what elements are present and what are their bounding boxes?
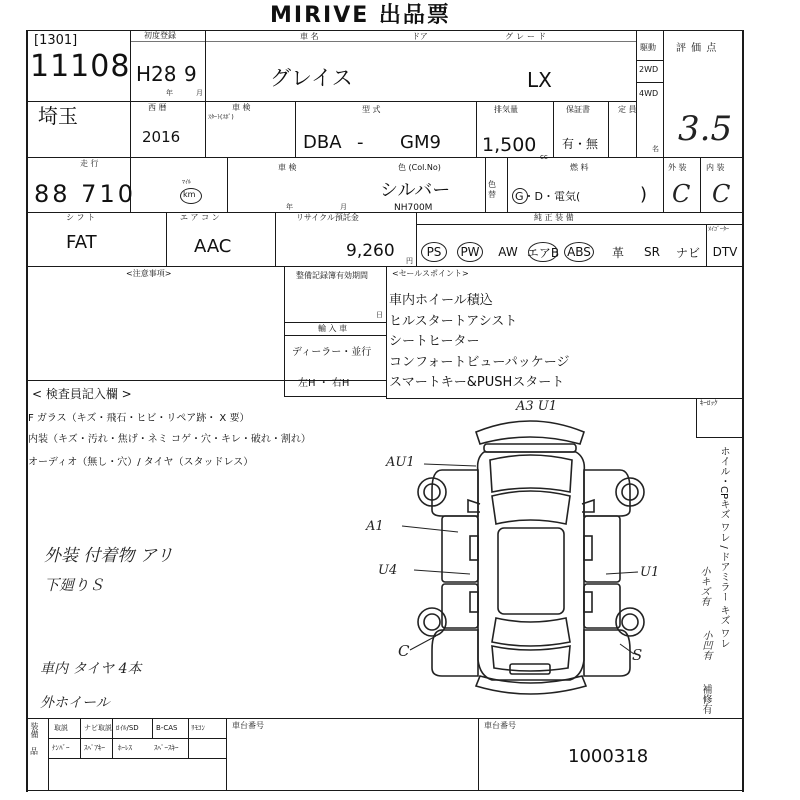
key-lock-label: ｷｰﾛｯｸ (700, 399, 718, 407)
lot-number: 11108 (30, 49, 131, 84)
accessory-navi-manual: ナビ取説 (84, 724, 112, 732)
shift-value: FAT (66, 232, 97, 253)
western-year: 2016 (142, 128, 181, 146)
handwritten-note-3: 車内 タイヤ 4本 (40, 661, 142, 677)
import-label: 輸 入 車 (318, 324, 348, 333)
model-code: GM9 (400, 132, 441, 153)
inspector-label: < 検査員記入欄 > (32, 387, 132, 401)
accessory-space-key: ｽﾍﾟｰｽｷｰ (154, 744, 179, 752)
exterior-label: 外 装 (668, 163, 687, 172)
mark-front: A3 U1 (516, 399, 558, 414)
equipment-sr (638, 240, 666, 264)
equipment-abs-circle (564, 242, 594, 262)
equipment-pw (456, 240, 484, 264)
drive-label: 駆動 (640, 43, 656, 52)
western-label: 西 暦 (148, 103, 167, 112)
frame-label-right: 車台番号 (484, 721, 516, 730)
inspection-label: 車 検 (232, 103, 251, 112)
sheet-title: MIRIVE 出品票 (270, 3, 451, 28)
frame-label-left: 車台番号 (232, 721, 264, 730)
equipment-ps (420, 240, 448, 264)
registration-month-unit: 月 (196, 89, 203, 97)
handwritten-note-2: 下廻りＳ (44, 576, 105, 594)
warranty-value: 有・無 (562, 137, 599, 151)
displacement-value: 1,500 (482, 134, 537, 156)
equipment-navi-label: ナビ (675, 245, 700, 260)
mark-left-rear: U4 (378, 563, 398, 578)
equipment-pw-label: PW (460, 245, 480, 259)
mileage-label: 走 行 (80, 159, 99, 168)
capacity-label: 定 員 (618, 105, 637, 114)
accessories-label-b: 品 (30, 747, 38, 756)
selling-point-1: 車内ホイール積込 (389, 293, 493, 308)
equipment-leather (604, 240, 632, 264)
handwritten-note-1: 外装 付着物 アリ (44, 546, 174, 566)
mark-right-bottom: S (632, 646, 643, 664)
record-unit: 日 (376, 311, 383, 319)
accessory-horeless: ﾎｰﾚｽ (118, 744, 132, 752)
mark-right-door: U1 (640, 565, 660, 580)
registration-label: 初度登録 (144, 31, 176, 40)
displacement-unit: cc (540, 153, 548, 161)
accessories-label-a: 装備 (30, 722, 39, 738)
capacity-unit: 名 (652, 145, 659, 153)
mark-left-bottom: C (398, 642, 410, 660)
handwritten-note-4: 外ホイール (40, 695, 110, 711)
side-note-repair: 補修有 (700, 684, 711, 714)
drive-4wd: 4WD (639, 89, 659, 98)
registration-year-unit: 年 (166, 89, 173, 97)
fuel-value: G・D・電気( (515, 190, 581, 203)
record-label: 整備記録簿有効期間 (296, 271, 368, 280)
equipment-abs (562, 240, 596, 264)
color-code: NH700M (394, 203, 433, 213)
side-note-vertical: ホイル・CPキズ ワレ / ドアミラー キズ ワレ (718, 446, 729, 649)
model-prefix: DBA (303, 132, 342, 153)
car-name: グレイス (270, 66, 353, 90)
region: 埼玉 (38, 104, 78, 128)
equipment-airbag (526, 240, 560, 264)
color-change: 色替 (488, 180, 496, 199)
mileage-unit: km (183, 190, 196, 199)
equipment-airbag-circle (528, 242, 558, 262)
displacement-label: 排気量 (494, 105, 518, 114)
selling-point-2: ヒルスタートアシスト (389, 314, 518, 329)
selling-point-4: コンフォートビューパッケージ (389, 355, 570, 370)
shift-label: シ フ ト (66, 213, 96, 222)
equipment-label: 純 正 装 備 (534, 213, 574, 222)
mark-left-front: AU1 (386, 455, 415, 470)
equipment-ps-circle (421, 242, 447, 262)
equipment-dtv-label: ﾇｲｺﾞｰﾀｰ (708, 226, 730, 233)
fuel-close: ) (640, 184, 648, 205)
accessory-manual: 取説 (54, 724, 68, 732)
equipment-ps-label: PS (426, 245, 442, 259)
color-label: 色 (Col.No) (398, 163, 441, 172)
color-value: シルバー (380, 180, 451, 201)
equipment-dtv-value: DTV (712, 245, 738, 259)
side-note-scratch: 小キズ有 (698, 566, 709, 606)
equipment-airbag-label: エアB (526, 245, 560, 260)
registration-month: 9 (184, 62, 197, 86)
recycle-value: 9,260 (346, 241, 395, 261)
warranty-label: 保証書 (566, 105, 590, 114)
grade-label: グレード (505, 32, 549, 41)
equipment-sr-label: SR (644, 245, 660, 259)
inspection-sub: ｽﾀｰﾄ(ｽﾎﾟ) (208, 114, 234, 121)
notes-label: <注意事項> (126, 269, 172, 278)
accessory-spare-key: ｽﾍﾟｱｷｰ (84, 744, 105, 752)
car-name-label: 車 名 (300, 32, 319, 41)
drive-2wd: 2WD (639, 65, 659, 74)
equipment-leather-label: 革 (611, 245, 624, 260)
accessory-remote: ﾘﾓｺﾝ (191, 724, 205, 732)
grade-value: LX (527, 68, 552, 92)
equipment-navi (672, 240, 704, 264)
mileage-sub: ﾏｲﾙ (182, 179, 192, 186)
import-dealer: ディーラー・並行 (292, 347, 372, 358)
recycle-label: リサイクル預託金 (296, 213, 359, 222)
selling-point-3: シートヒーター (389, 334, 480, 349)
recycle-unit: 円 (406, 257, 413, 265)
frame-number: 1000318 (568, 746, 649, 767)
inspector-interior: 内装（キズ・汚れ・焦げ・ネミ コゲ・穴・キレ・破れ・割れ） (28, 434, 311, 445)
registration-year: H28 (136, 62, 177, 86)
score-value: 3.5 (678, 109, 733, 149)
accessory-sd: ﾛｲﾙ/SD (116, 724, 139, 732)
equipment-pw-circle (457, 242, 483, 262)
exterior-value: C (672, 180, 691, 208)
doors-label: ドア (412, 32, 428, 41)
model-dash: - (357, 132, 364, 153)
accessory-bcas: B-CAS (156, 724, 178, 732)
side-note-dent: 小凹有 (700, 630, 711, 660)
import-handle: 左H ・ 右H (298, 378, 350, 389)
equipment-abs-label: ABS (567, 245, 591, 259)
inspector-audio: オーディオ（無し・穴）/ タイヤ（スタッドレス） (28, 457, 254, 468)
mileage-value: 88 710 (34, 180, 136, 208)
mark-left-door: A1 (366, 519, 384, 534)
interior-value: C (712, 180, 731, 208)
mileage-year-unit: 年 (286, 203, 293, 211)
color-name-label: 車 検 (278, 163, 297, 172)
inspector-glass: F ガラス（キズ・飛石・ヒビ・リペア跡・ X 要） (28, 413, 250, 424)
equipment-dtv (707, 240, 743, 264)
aircon-value: AAC (194, 236, 232, 257)
selling-point-5: スマートキー&PUSHスタート (389, 375, 565, 390)
aircon-label: エ ア コ ン (180, 213, 220, 222)
mileage-month-unit: 月 (340, 203, 347, 211)
score-label: 評 価 点 (676, 43, 718, 54)
fuel-label: 燃 料 (570, 163, 589, 172)
lot-code: [1301] (34, 33, 78, 48)
equipment-aw (492, 240, 524, 264)
interior-label: 内 装 (706, 163, 725, 172)
equipment-aw-label: AW (498, 245, 518, 259)
selling-points-label: <セールスポイント> (392, 269, 469, 278)
accessory-number: ﾅﾝﾊﾞｰ (52, 744, 70, 752)
model-label: 型 式 (362, 105, 381, 114)
